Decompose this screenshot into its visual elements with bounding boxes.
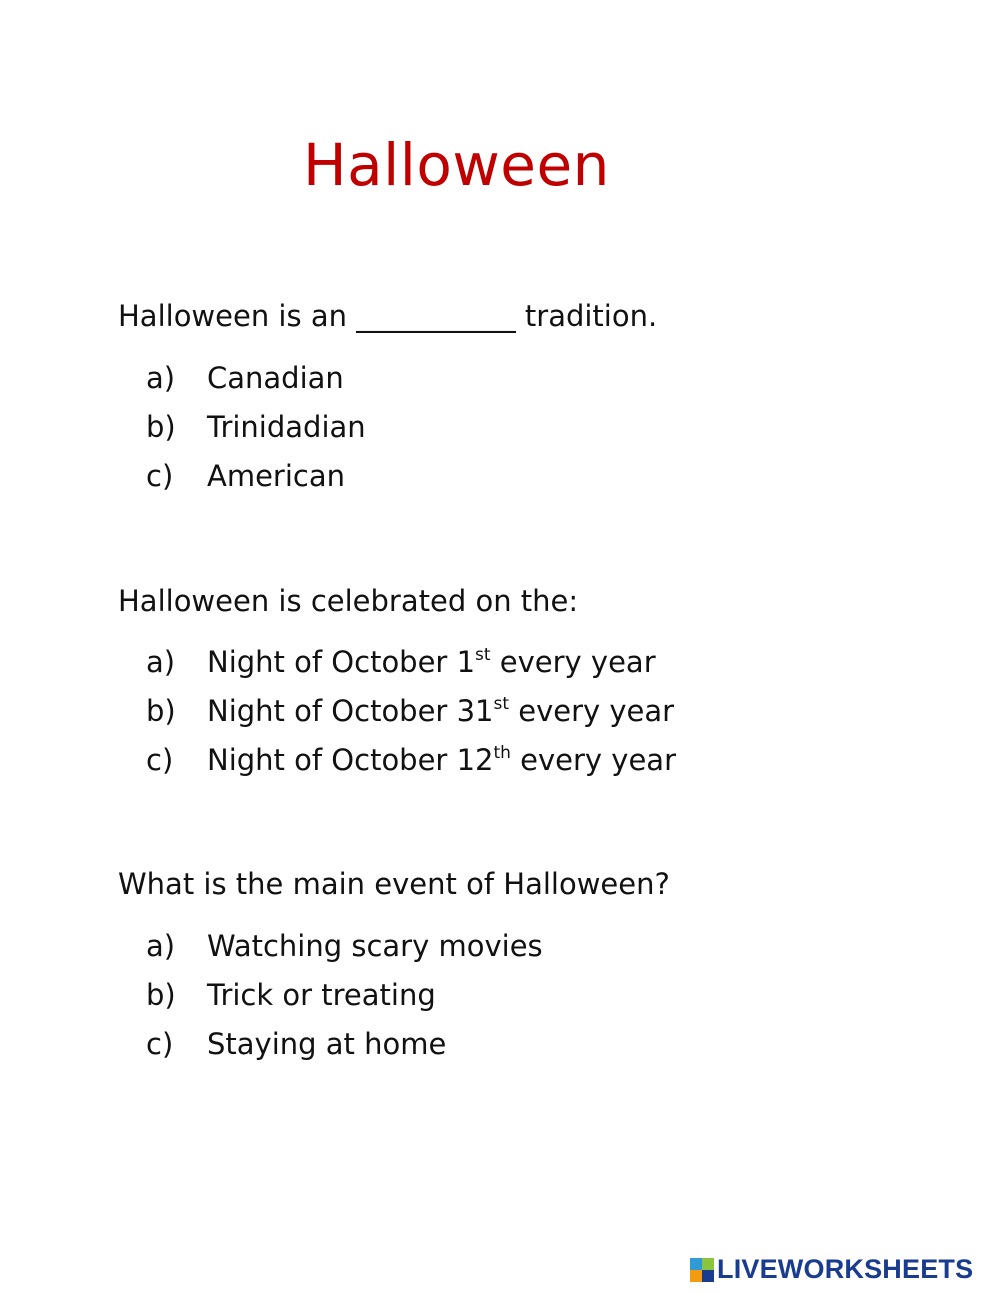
option-text: American: [207, 459, 346, 493]
option-text: Trick or treating: [207, 978, 436, 1012]
logo-text: LIVEWORKSHEETS: [717, 1254, 974, 1284]
option-letter: a): [146, 361, 176, 395]
option-text: [207, 743, 677, 777]
ordinal-suffix: th: [493, 743, 511, 763]
option-text-tail: every year: [510, 743, 677, 777]
option-letter: b): [146, 978, 176, 1012]
option-text-main: Night of October 1: [207, 645, 476, 679]
liveworksheets-logo-icon: [690, 1258, 714, 1282]
option-letter: b): [146, 694, 176, 728]
option-text-tail: every year: [490, 645, 656, 679]
option-letter: c): [146, 743, 174, 777]
option-text-main: Night of October 12: [207, 743, 494, 777]
option-text: [207, 645, 656, 679]
option-text: Canadian: [207, 361, 344, 395]
option-text: Staying at home: [207, 1027, 447, 1061]
option-text-tail: every year: [509, 694, 675, 728]
option-letter: c): [146, 459, 174, 493]
option-text: [207, 694, 675, 728]
option-text: Watching scary movies: [207, 929, 543, 963]
option-letter: a): [146, 645, 176, 679]
liveworksheets-logo[interactable]: [690, 1256, 973, 1283]
page-title: Halloween: [303, 131, 610, 199]
option-letter: a): [146, 929, 176, 963]
ordinal-suffix: st: [493, 694, 510, 714]
ordinal-suffix: st: [475, 645, 491, 665]
option-letter: c): [146, 1027, 174, 1061]
option-text: Trinidadian: [207, 410, 366, 444]
option-letter: b): [146, 410, 176, 444]
question-1-prompt: Halloween is an ___________ tradition.: [118, 299, 658, 333]
question-2-prompt: Halloween is celebrated on the:: [118, 584, 579, 618]
option-text-main: Night of October 31: [207, 694, 494, 728]
question-3-prompt: What is the main event of Halloween?: [118, 867, 670, 901]
